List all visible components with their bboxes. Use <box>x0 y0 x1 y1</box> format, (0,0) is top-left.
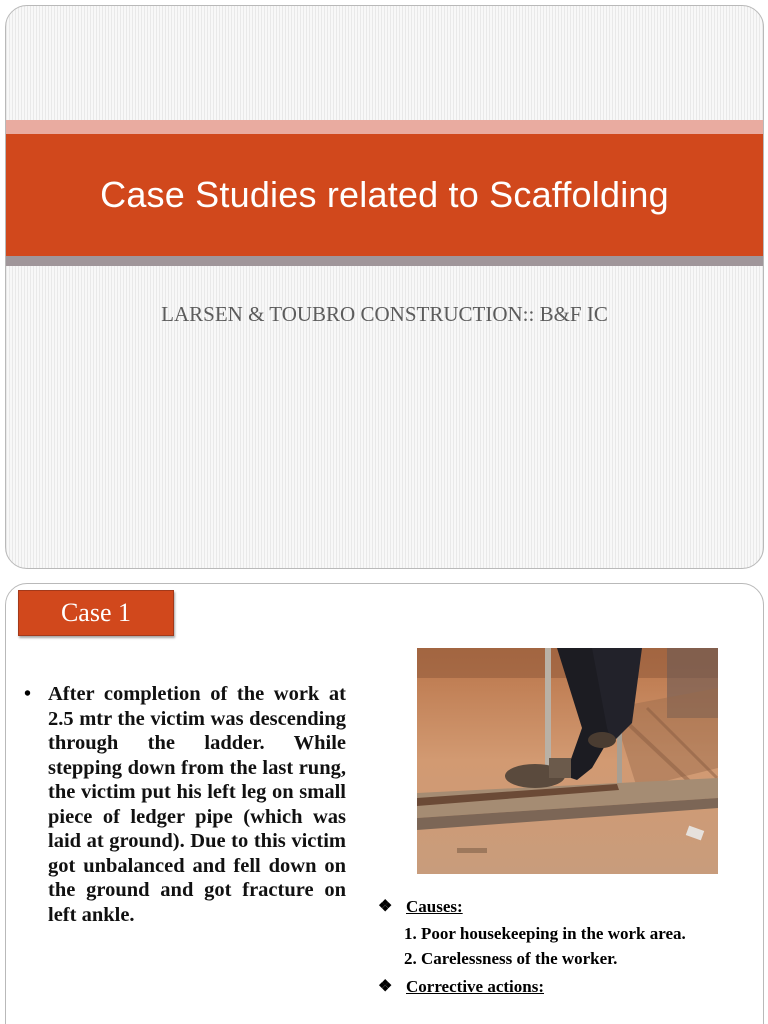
title-band <box>6 134 763 256</box>
cause-item-1: 1. Poor housekeeping in the work area. <box>404 924 686 943</box>
corrective-heading: Corrective actions: <box>406 977 544 996</box>
case-description-text: After completion of the work at 2.5 mtr the victim was descending through the ladder. While stepping down from the last rung, the victim put his left leg on small piece of ledger pipe (which was laid at ground). Due to this victim got unbalanced and fell down on the ground and got fracture on left ankle. <box>48 683 346 926</box>
causes-panel <box>374 896 734 998</box>
causes-heading: Causes: <box>406 897 463 916</box>
bullet-icon: • <box>24 683 32 705</box>
slide-title: Case Studies related to Scaffolding <box>100 174 669 215</box>
case-label: Case 1 <box>60 598 132 627</box>
cause-item-2: 2. Carelessness of the worker. <box>404 949 618 968</box>
title-slide <box>5 5 764 569</box>
bottom-accent-stripe <box>6 256 763 266</box>
incident-photo-graphic <box>417 648 718 874</box>
top-accent-stripe <box>6 120 763 134</box>
case-tab <box>18 590 174 636</box>
causes-heading-row <box>374 896 734 918</box>
diamond-bullet-icon: ❖ <box>378 978 393 995</box>
case-slide <box>5 583 764 1024</box>
diamond-bullet-icon: ❖ <box>378 898 393 915</box>
corrective-heading-row <box>374 976 734 998</box>
case-description <box>24 682 346 927</box>
incident-photo <box>417 648 718 874</box>
slide-subtitle: LARSEN & TOUBRO CONSTRUCTION:: B&F IC <box>161 302 608 326</box>
